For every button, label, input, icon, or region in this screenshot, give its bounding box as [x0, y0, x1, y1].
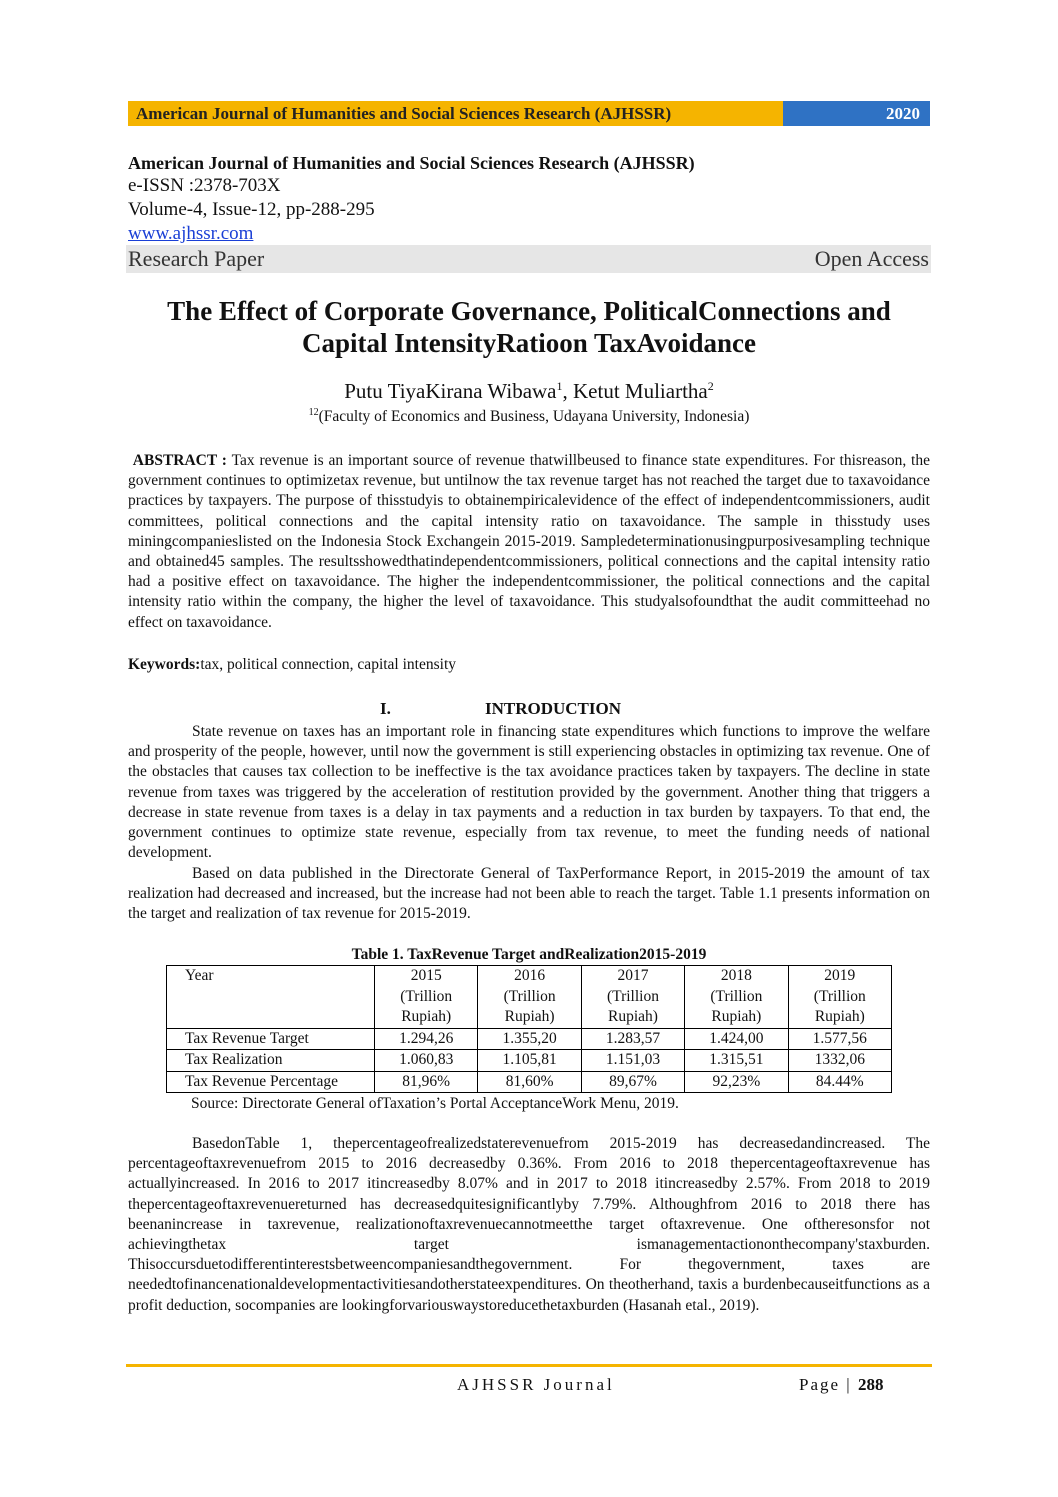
- keywords-text: tax, political connection, capital intensity: [200, 656, 457, 673]
- table-header-cell: 2016 (Trillion Rupiah): [478, 966, 581, 1029]
- access-type: Open Access: [814, 246, 929, 271]
- affiliation: [128, 407, 930, 426]
- footer-rule: [126, 1364, 932, 1367]
- running-header: [128, 101, 930, 126]
- paragraph: Based on data published in the Directorate General of TaxPerformance Report, in 2015-2019 the amount of tax realization had decreased and increased, but the increase had not been able to reach the target. Table 1.1 presents information on the target and realization of tax revenue for 2015-2019.: [128, 865, 930, 923]
- paper-title-line-1: The Effect of Corporate Governance, PoliticalConnections and: [167, 296, 891, 326]
- section-title: INTRODUCTION: [485, 699, 622, 718]
- volume-issue: Volume-4, Issue-12, pp-288-295: [128, 199, 375, 220]
- table-header-cell: 2018 (Trillion Rupiah): [685, 966, 788, 1029]
- table-header-cell: 2015 (Trillion Rupiah): [375, 966, 478, 1029]
- journal-url-link[interactable]: www.ajhssr.com: [128, 223, 254, 244]
- author-affil-mark: 1: [556, 379, 563, 393]
- running-header-journal: American Journal of Humanities and Social Sciences Research (AJHSSR): [128, 101, 783, 126]
- table-cell: 89,67%: [581, 1071, 684, 1093]
- table-header-cell: 2019 (Trillion Rupiah): [788, 966, 891, 1029]
- table-row-label: Tax Revenue Target: [167, 1028, 375, 1050]
- keywords: [128, 655, 930, 675]
- table-cell: 1.424,00: [685, 1028, 788, 1050]
- keywords-label: Keywords:: [128, 656, 201, 673]
- page-number-value: 288: [857, 1375, 884, 1394]
- table-row: [167, 1071, 892, 1093]
- abstract: [128, 451, 930, 633]
- paper-type: Research Paper: [128, 246, 265, 271]
- author-separator: ,: [562, 379, 574, 403]
- table-cell: 1.355,20: [478, 1028, 581, 1050]
- table-header-cell: 2017 (Trillion Rupiah): [581, 966, 684, 1029]
- author-name: Ketut Muliartha: [573, 379, 708, 403]
- table-source: Source: Directorate General ofTaxation’s Portal AcceptanceWork Menu, 2019.: [191, 1095, 679, 1112]
- table-cell: 1.105,81: [478, 1050, 581, 1072]
- affiliation-mark: 12: [308, 407, 319, 418]
- table-caption: Table 1. TaxRevenue Target andRealization2015-2019: [351, 946, 707, 963]
- issn: e-ISSN :2378-703X: [128, 175, 281, 196]
- author-list: [128, 379, 930, 404]
- abstract-label: ABSTRACT :: [132, 452, 232, 469]
- footer-journal: AJHSSR Journal: [457, 1375, 615, 1394]
- page-label: Page |: [799, 1375, 858, 1394]
- page-number: [799, 1375, 883, 1395]
- revenue-table: [166, 965, 892, 1093]
- table-cell: 1.283,57: [581, 1028, 684, 1050]
- author-name: Putu TiyaKirana Wibawa: [344, 379, 557, 403]
- table-cell: 1.151,03: [581, 1050, 684, 1072]
- table-cell: 81,60%: [478, 1071, 581, 1093]
- table-row: [167, 1028, 892, 1050]
- affiliation-text: (Faculty of Economics and Business, Udayana University, Indonesia): [318, 408, 750, 426]
- table-cell: 1.577,56: [788, 1028, 891, 1050]
- table-row-label: Tax Revenue Percentage: [167, 1071, 375, 1093]
- table-cell: 84.44%: [788, 1071, 891, 1093]
- paper-type-bar: [126, 245, 931, 273]
- paper-title: [128, 295, 930, 359]
- paragraph: State revenue on taxes has an important role in financing state expenditures which functions to improve the welfare and prosperity of the people, however, until now the government is still experiencing obstacles in optimizing tax revenue. One of the obstacles that causes tax collection to be ineffective is the tax avoidance practices taken by taxpayers. The decline in state revenue from taxes was triggered by the acceleration of restitution provided by the government. Another thing that triggers a decrease in state revenue from taxes is a delay in tax payments and a reduction in tax burden by taxpayers. To that end, the government continues to optimize state revenue, especially from tax revenue, to meet the funding needs of national development.: [128, 723, 930, 862]
- table-row: [167, 1050, 892, 1072]
- abstract-text: Tax revenue is an important source of revenue thatwillbeused to finance state expenditures. For thisreason, the government continues to optimizetax revenue, but untilnow the tax revenue target has not reached the target due to taxavoidance practices by taxpayers. The purpose of thisstudyis to obtainempiricalevidence of the effect of independentcommissioners, audit committees, political connections and the capital intensity ratio on taxavoidance. The sample in thisstudy uses miningcompanieslisted on the Indonesia Stock Exchangein 2015-2019. Sampledeterminationusingpurposivesampling technique and obtained45 samples. The resultsshowedthatindependentcommissioners, political connections and the capital intensity ratio had a positive effect on taxavoidance. The higher the independentcommissioner, the political connections and the capital intensity ratio within the company, the higher the level of taxavoidance. This studyalsofoundthat the audit committeehad no effect on taxavoidance.: [128, 452, 930, 631]
- paragraph: BasedonTable 1, thepercentageofrealizedstaterevenuefrom 2015-2019 has decreasedandincreased. The percentageoftaxrevenuefrom 2015 to 2016 decreasedby 0.36%. From 2016 to 2018 thepercentageoftaxrevenue has actuallyincreased. In 2016 to 2017 itincreasedby 8.07% and in 2017 to 2018 itincreasedby 2.57%. From 2018 to 2019 thepercentageoftaxrevenuereturned has decreasedquitesignificantlyby 7.79%. Althoughfrom 2016 to 2018 there has beenanincrease in taxrevenue, realizationoftaxrevenuecannotmeetthe target oftaxrevenue. One oftheresonsfor not achievingthetax target ismanagementactiononthecompany'staxburden. Thisoccursduetodifferentinterestsbetweencompaniesandthegovernment. For thegovernment, taxes are neededtofinancenationaldevelopmentactivitiesandotherstateexpenditures. On theotherhand, taxis a burdenbecauseitfunctions as a profit deduction, socompanies are lookingforvariouswaystoreducethetaxburden (Hasanah etal., 2019).: [128, 1135, 930, 1314]
- running-header-year: 2020: [783, 101, 930, 126]
- journal-title: American Journal of Humanities and Social Sciences Research (AJHSSR): [128, 153, 695, 173]
- author-affil-mark: 2: [707, 379, 714, 393]
- table-cell: 81,96%: [375, 1071, 478, 1093]
- table-cell: 1.315,51: [685, 1050, 788, 1072]
- table-cell: 1.060,83: [375, 1050, 478, 1072]
- table-row-label: Tax Realization: [167, 1050, 375, 1072]
- table-cell: 92,23%: [685, 1071, 788, 1093]
- table-header-row: [167, 966, 892, 1029]
- table-cell: 1.294,26: [375, 1028, 478, 1050]
- table-cell: 1332,06: [788, 1050, 891, 1072]
- section-number: I.: [380, 699, 391, 718]
- paper-title-line-2: Capital IntensityRatioon TaxAvoidance: [301, 328, 757, 358]
- table-header-cell: Year: [167, 966, 375, 1029]
